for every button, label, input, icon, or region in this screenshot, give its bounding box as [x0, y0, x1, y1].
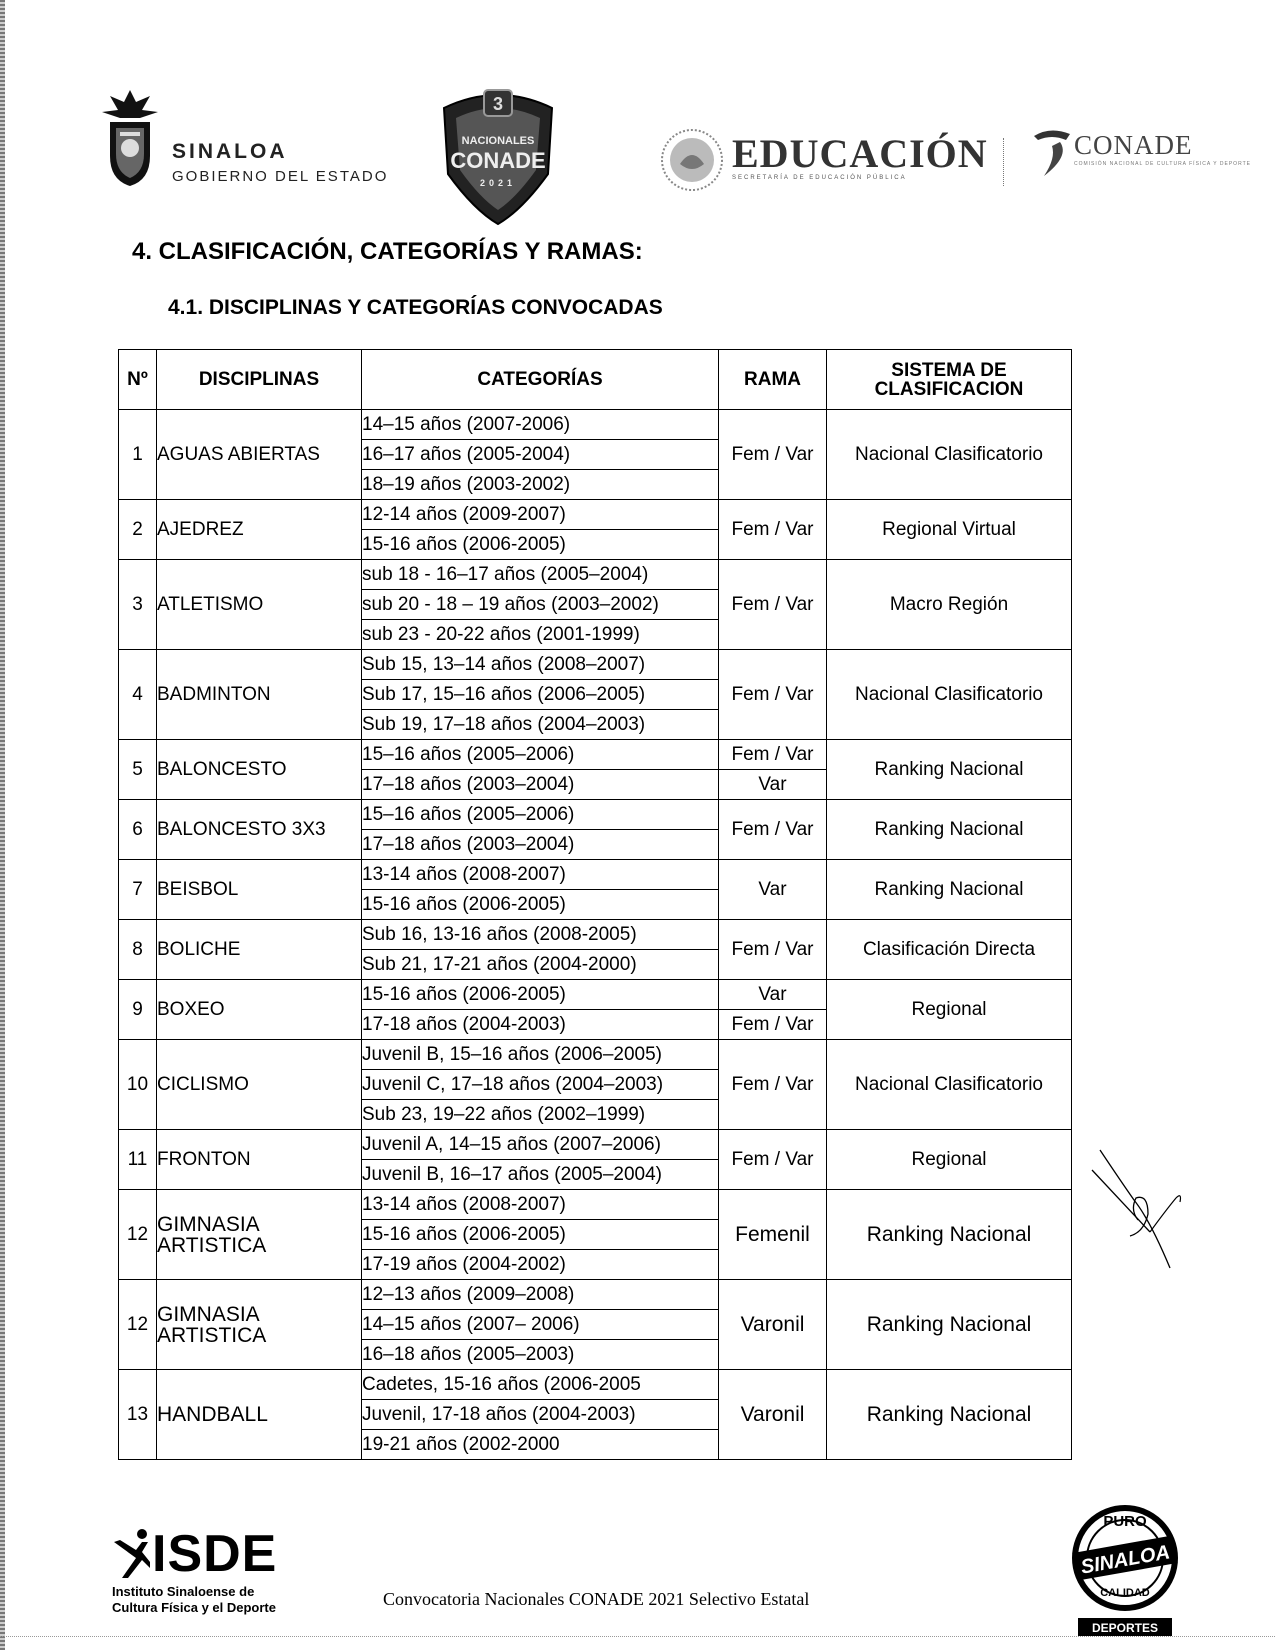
discipline-number: 13 — [119, 1370, 157, 1460]
table-row — [119, 740, 1072, 770]
discipline-number: 10 — [119, 1040, 157, 1130]
classification-system: Ranking Nacional — [827, 1370, 1072, 1460]
classification-system: Nacional Clasificatorio — [827, 410, 1072, 500]
discipline-name: BOXEO — [157, 980, 362, 1040]
table-row — [119, 1280, 1072, 1310]
table-body — [119, 410, 1072, 1460]
category-cell: Juvenil, 17-18 años (2004-2003) — [362, 1400, 719, 1430]
discipline-number: 2 — [119, 500, 157, 560]
isde-wordmark: ISDE — [152, 1525, 278, 1583]
category-cell: Sub 17, 15–16 años (2006–2005) — [362, 680, 719, 710]
category-cell: 18–19 años (2003-2002) — [362, 470, 719, 500]
category-cell: 12-14 años (2009-2007) — [362, 500, 719, 530]
classification-system: Macro Región — [827, 560, 1072, 650]
discipline-number: 7 — [119, 860, 157, 920]
sinaloa-wordmark — [172, 140, 388, 185]
category-cell: 16–17 años (2005-2004) — [362, 440, 719, 470]
header-disciplines: DISCIPLINAS — [157, 350, 362, 410]
classification-system: Clasificación Directa — [827, 920, 1072, 980]
category-cell: 17-18 años (2004-2003) — [362, 1010, 719, 1040]
sinaloa-coat-of-arms-icon — [100, 88, 160, 193]
category-cell: Sub 23, 19–22 años (2002–1999) — [362, 1100, 719, 1130]
category-cell: Sub 16, 13-16 años (2008-2005) — [362, 920, 719, 950]
classification-system: Ranking Nacional — [827, 1280, 1072, 1370]
badge-mid-text: CONADE — [450, 148, 546, 173]
nacionales-conade-badge-icon — [438, 78, 558, 233]
sinaloa-name: SINALOA — [172, 140, 288, 163]
category-cell: sub 23 - 20-22 años (2001-1999) — [362, 620, 719, 650]
discipline-number: 12 — [119, 1280, 157, 1370]
subsection-title: 4.1. DISCIPLINAS Y CATEGORÍAS CONVOCADAS — [168, 296, 663, 319]
classification-system: Ranking Nacional — [827, 800, 1072, 860]
disciplines-table — [118, 349, 1072, 1460]
puro-bottom-text: CALIDAD — [1100, 1587, 1150, 1599]
table-row — [119, 800, 1072, 830]
discipline-number: 3 — [119, 560, 157, 650]
badge-top-text: NACIONALES — [461, 135, 535, 147]
rama-cell: Var — [719, 860, 827, 920]
classification-system: Nacional Clasificatorio — [827, 650, 1072, 740]
category-cell: 15–16 años (2005–2006) — [362, 740, 719, 770]
rama-cell: Var — [719, 980, 827, 1010]
conade-mark-icon — [1030, 126, 1078, 187]
rama-cell: Varonil — [719, 1280, 827, 1370]
discipline-name: BALONCESTO — [157, 740, 362, 800]
rama-cell: Var — [719, 770, 827, 800]
puro-band-text: DEPORTES — [1091, 1621, 1159, 1635]
classification-system: Ranking Nacional — [827, 1190, 1072, 1280]
category-cell: 15-16 años (2006-2005) — [362, 530, 719, 560]
table-row — [119, 1130, 1072, 1160]
rama-cell: Fem / Var — [719, 1130, 827, 1190]
discipline-name: BOLICHE — [157, 920, 362, 980]
classification-system: Ranking Nacional — [827, 740, 1072, 800]
table-header-row — [119, 350, 1072, 410]
table-row — [119, 410, 1072, 440]
puro-top-text: PURO — [1103, 1513, 1147, 1530]
discipline-number: 6 — [119, 800, 157, 860]
category-cell: 16–18 años (2005–2003) — [362, 1340, 719, 1370]
header-rama: RAMA — [719, 350, 827, 410]
conade-name: CONADE — [1074, 130, 1193, 160]
rama-cell: Femenil — [719, 1190, 827, 1280]
classification-system: Nacional Clasificatorio — [827, 1040, 1072, 1130]
category-cell: 15-16 años (2006-2005) — [362, 980, 719, 1010]
puro-sinaloa-seal-icon — [1070, 1496, 1180, 1641]
discipline-name: CICLISMO — [157, 1040, 362, 1130]
table-row — [119, 500, 1072, 530]
discipline-number: 9 — [119, 980, 157, 1040]
logo-divider — [1003, 138, 1004, 186]
category-cell: 17–18 años (2003–2004) — [362, 770, 719, 800]
rama-cell: Fem / Var — [719, 560, 827, 650]
conade-wordmark — [1074, 130, 1251, 167]
isde-figure-icon — [112, 1528, 152, 1580]
classification-system: Regional — [827, 980, 1072, 1040]
discipline-number: 12 — [119, 1190, 157, 1280]
category-cell: sub 20 - 18 – 19 años (2003–2002) — [362, 590, 719, 620]
table-row — [119, 860, 1072, 890]
conade-subtitle: COMISIÓN NACIONAL DE CULTURA FÍSICA Y DEPORTE — [1074, 161, 1251, 167]
category-cell: 15-16 años (2006-2005) — [362, 890, 719, 920]
rama-cell: Fem / Var — [719, 740, 827, 770]
sinaloa-subtitle: GOBIERNO DEL ESTADO — [172, 168, 389, 185]
table-row — [119, 920, 1072, 950]
category-cell: Sub 19, 17–18 años (2004–2003) — [362, 710, 719, 740]
header-categories: CATEGORÍAS — [362, 350, 719, 410]
discipline-name: HANDBALL — [157, 1370, 362, 1460]
table-row — [119, 1190, 1072, 1220]
discipline-name: AJEDREZ — [157, 500, 362, 560]
discipline-name: ATLETISMO — [157, 560, 362, 650]
discipline-name: BEISBOL — [157, 860, 362, 920]
rama-cell: Fem / Var — [719, 410, 827, 500]
signature-icon — [1090, 1140, 1210, 1285]
discipline-name: GIMNASIA ARTISTICA — [157, 1190, 362, 1280]
category-cell: 17-19 años (2004-2002) — [362, 1250, 719, 1280]
table-row — [119, 560, 1072, 590]
table-row — [119, 650, 1072, 680]
bottom-rule — [0, 1636, 1275, 1637]
rama-cell: Fem / Var — [719, 650, 827, 740]
educacion-wordmark — [732, 130, 988, 181]
category-cell: Sub 21, 17-21 años (2004-2000) — [362, 950, 719, 980]
isde-line-1: Instituto Sinaloense de — [112, 1584, 255, 1599]
discipline-number: 8 — [119, 920, 157, 980]
header-number: Nº — [119, 350, 157, 410]
category-cell: Juvenil B, 16–17 años (2005–2004) — [362, 1160, 719, 1190]
table-row — [119, 980, 1072, 1010]
discipline-number: 5 — [119, 740, 157, 800]
category-cell: 19-21 años (2002-2000 — [362, 1430, 719, 1460]
category-cell: 15–16 años (2005–2006) — [362, 800, 719, 830]
discipline-number: 1 — [119, 410, 157, 500]
badge-year-text: 2021 — [479, 178, 517, 188]
mexico-seal-icon — [660, 128, 724, 197]
classification-system: Ranking Nacional — [827, 860, 1072, 920]
category-cell: 13-14 años (2008-2007) — [362, 860, 719, 890]
scan-edge — [0, 0, 5, 1650]
table-row — [119, 1370, 1072, 1400]
header-system: SISTEMA DE CLASIFICACION — [827, 350, 1072, 410]
educacion-subtitle: SECRETARÍA DE EDUCACIÓN PÚBLICA — [732, 175, 907, 181]
rama-cell: Fem / Var — [719, 1010, 827, 1040]
discipline-name: BADMINTON — [157, 650, 362, 740]
rama-cell: Fem / Var — [719, 920, 827, 980]
document-header — [0, 78, 1275, 238]
category-cell: 17–18 años (2003–2004) — [362, 830, 719, 860]
classification-system: Regional Virtual — [827, 500, 1072, 560]
classification-system: Regional — [827, 1130, 1072, 1190]
category-cell: 14–15 años (2007– 2006) — [362, 1310, 719, 1340]
rama-cell: Fem / Var — [719, 800, 827, 860]
footer-caption: Convocatoria Nacionales CONADE 2021 Selectivo Estatal — [383, 1589, 810, 1609]
category-cell: 14–15 años (2007-2006) — [362, 410, 719, 440]
puro-mid-text: SINALOA — [1079, 1541, 1172, 1579]
category-cell: 12–13 años (2009–2008) — [362, 1280, 719, 1310]
category-cell: sub 18 - 16–17 años (2005–2004) — [362, 560, 719, 590]
table-row — [119, 1040, 1072, 1070]
category-cell: Juvenil B, 15–16 años (2006–2005) — [362, 1040, 719, 1070]
rama-cell: Fem / Var — [719, 1040, 827, 1130]
category-cell: 15-16 años (2006-2005) — [362, 1220, 719, 1250]
discipline-number: 4 — [119, 650, 157, 740]
svg-text:3: 3 — [492, 94, 504, 114]
category-cell: Juvenil A, 14–15 años (2007–2006) — [362, 1130, 719, 1160]
isde-line-2: Cultura Física y el Deporte — [112, 1600, 276, 1615]
discipline-name: AGUAS ABIERTAS — [157, 410, 362, 500]
section-title: 4. CLASIFICACIÓN, CATEGORÍAS Y RAMAS: — [132, 238, 643, 265]
discipline-number: 11 — [119, 1130, 157, 1190]
category-cell: Sub 15, 13–14 años (2008–2007) — [362, 650, 719, 680]
discipline-name: BALONCESTO 3X3 — [157, 800, 362, 860]
rama-cell: Fem / Var — [719, 500, 827, 560]
disciplines-table-wrap — [118, 349, 1072, 1460]
rama-cell: Varonil — [719, 1370, 827, 1460]
educacion-name: EDUCACIÓN — [732, 131, 988, 176]
discipline-name: GIMNASIA ARTISTICA — [157, 1280, 362, 1370]
category-cell: Juvenil C, 17–18 años (2004–2003) — [362, 1070, 719, 1100]
discipline-name: FRONTON — [157, 1130, 362, 1190]
category-cell: Cadetes, 15-16 años (2006-2005 — [362, 1370, 719, 1400]
category-cell: 13-14 años (2008-2007) — [362, 1190, 719, 1220]
